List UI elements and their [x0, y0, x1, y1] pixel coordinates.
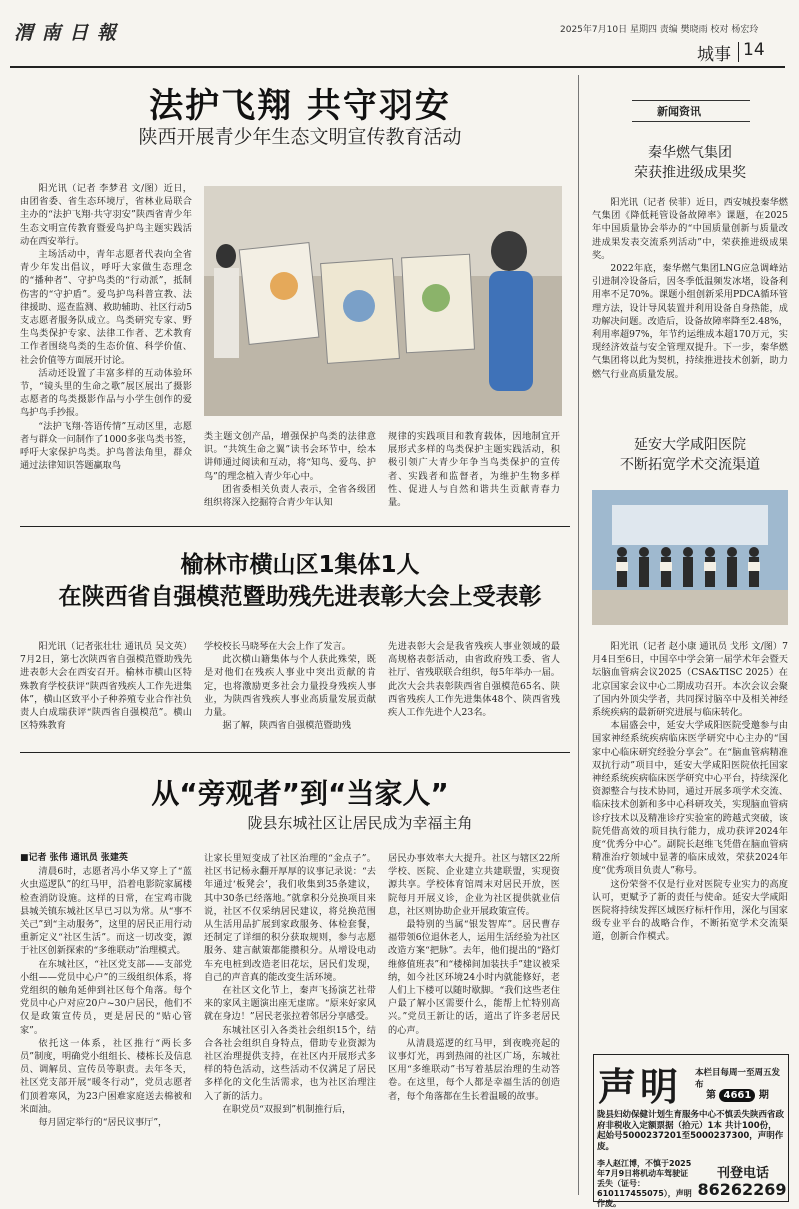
story2-col2: [204, 640, 376, 745]
story1-col3: [388, 430, 560, 520]
news2-para: 本届盛会中，延安大学咸阳医院受邀参与由国家神经系统疾病临床医学研究中心主办的“国家中心临床研究经验分享会”。在“脑血管病精准双抗行动”项目中，延安大学咸阳医院依托国家神经系统疾病临床医学研究中心平台，持续深化资源整合与技术协同，通过开展多项学术交流、临床技术创新和多中心科研攻关，实现脑血管病诊疗技术以及精准诊疗实验室的跨越式突破，该院凭借高效的项目执行能力，成功获评2024年度“优秀分中心”。副院长赵维飞凭借在脑血管病精准治疗领域中显著的临床成效，荣获2024年度“优秀项目负责人”称号。: [592, 720, 788, 877]
story2-para: 据了解，陕西省自强模范暨助残: [222, 720, 352, 732]
story2-para: 先进表彰大会是我省残疾人事业领域的最高规格表彰活动，由省政府残工委、省人社厅、省残联联合组织，每5年举办一届。此次大会共表彰陕西省自强模范65名、陕西省残疾人工作先进集体48个、陕西省残疾人工作先进个人23名。: [388, 641, 560, 719]
masthead-logo: 渭 南 日 報: [14, 22, 117, 44]
story2-headline-line2: 在陕西省自强模范暨助残先进表彰大会上受表彰: [58, 584, 542, 610]
story2-rule: [20, 752, 570, 753]
notice-issue: [706, 1086, 769, 1102]
story3-byline: ■记者 张伟 通讯员 张建英: [20, 853, 128, 863]
section-name: 城事: [697, 45, 731, 65]
news1-headline-line2: 荣获推进级成果奖: [634, 165, 746, 181]
story3-para: 每月固定举行的“居民议事厅”，: [38, 1117, 168, 1129]
story1-para: 规律的实践项目和教育载体，因地制宜开展形式多样的鸟类保护主题实践活动，积极引领广大青少年争当鸟类保护的宣传者、实践者和监督者，为维护生物多样性、促进人与自然和谐共生贡献青春力量。: [388, 431, 560, 509]
notice-phone: 86262269: [697, 1180, 787, 1199]
story2-para: 此次横山籍集体与个人获此殊荣，既是对他们在残疾人事业中突出贡献的肯定，也将激励更多社会力量投身残疾人事业，为陕西省残疾人事业高质量发展贡献力量。: [204, 654, 376, 719]
story2-para: 阳光讯（记者张壮壮 通讯员 吴文英）7月2日，第七次陕西省自强模范暨助残先进表彰大会在西安召开。榆林市横山区特殊教育学校获评“陕西省残疾人工作先进集体”，横山区致平小子种养殖专业合作社负责人白成瑞获评“陕西省自强模范”。横山区特殊教育: [20, 641, 192, 732]
story3-para: 依托这一体系，社区推行“两长多员”制度，明确党小组组长、楼栋长及信息员、调解员、宣传员等职责。去年冬天，社区党支部开展“暖冬行动”，党员志愿者们顶着寒风，为23户困难家庭送去棉被和米面油。: [20, 1037, 192, 1115]
story1-para: 团省委相关负责人表示，全省各级团组织将深入挖掘符合青少年认知: [204, 483, 376, 509]
story3-para: 从清晨巡逻的红马甲，到夜晚亮起的议事灯光，再到热闹的社区广场，东城社区用“多维联动”书写着基层治理的生动答卷。在这里，每个人都是幸福生活的创造者，每个角落都在生长着温暖的故事。: [388, 1037, 560, 1102]
news2-headline-line2: 不断拓宽学术交流渠道: [620, 457, 760, 473]
notice-issue-prefix: 第: [706, 1090, 716, 1101]
section-divider: [738, 42, 739, 62]
notice-issue-number: 4661: [719, 1089, 755, 1102]
story2-col1: [20, 640, 192, 745]
story2-para: 学校校长马晓琴在大会上作了发言。: [204, 641, 351, 652]
story1-photo: [204, 186, 562, 416]
story3-para: 让家长里短变成了社区治理的“金点子”。社区书记杨永翻开厚厚的议事记录说：“去年通过‘板凳会’，我们收集到35条建议，其中30条已经落地。”就拿积分兑换项目来说，社区不仅采纳居民建议，将兑换范围从生活用品扩展到家政服务、体检套餐，还制定了详细的积分获取规则，参与志愿服务、建言献策都能攒积分。从增设电动车充电桩到改造老旧花坛，居民们发现，自己的声音真的能改变生活环境。: [204, 853, 376, 983]
story3-para: 清晨6时，志愿者冯小华又穿上了“蓝火虫巡逻队”的红马甲，沿着电影院家属楼检查消防设施。这样的日常，在宝鸡市陇县城关镇东城社区早已习以为常。从“事不关己”到“主动服务”，这里的居民正用行动重新定义“社区生活”。而这一切改变，源于社区创新探索的“多维联动”治理模式。: [20, 866, 192, 957]
story1-subhead: 陕西开展青少年生态文明宣传教育活动: [138, 126, 462, 148]
column-divider: [578, 75, 579, 1195]
news2-body: [592, 640, 788, 1048]
news1-para: 2022年底，秦华燃气集团LNG应急调峰站引进制冷设备后，因冬季低温频发冰堵，设备利用率不足70%。课题小组创新采用PDCA循环管理方法，设计导风装置并利用设备自身热能，成功解决问题。改造后，设备故障率降至2.48%，利用率超97%，年节约运维成本超170万元，实现经济效益与安全管理双提升。下一步，秦华燃气集团将以此为契机，持续推进技术创新，助力燃气行业高质量发展。: [592, 263, 788, 380]
news2-photo: [592, 490, 788, 625]
page-number: 14: [743, 40, 765, 60]
notice-schedule: 本栏目每周一至周五发布: [695, 1068, 781, 1090]
story1-para: 主场活动中，青年志愿者代表向全省青少年发出倡议，呼吁大家做生态理念的“播种者”、守护鸟类的“行动派”，抵制伤害的“守护盾”。爱鸟护鸟科普宣教、法律援助、巡查监测、救助辅助、社区行动5支志愿者服务队成立。鸟类研究专家、野生鸟类保护专家、法律工作者、艺术教育工作者围绕鸟类的生态价值、科学价值、社会价值等方面展开讨论。: [20, 249, 192, 366]
news1-para: 阳光讯（记者 侯菲）近日，西安城投秦华燃气集团《降低耗管设备故障率》课题，在2025年中国质量协会举办的“中国质量创新与质量改进成果发表交流系列活动”中，荣获推进级成果奖。: [592, 197, 788, 261]
story1-para: “法护飞翔·答语传情”互动区里，志愿者与群众一问制作了1000多张鸟类书签，呼吁大家保护鸟类。护鸟普法角里，群众通过法律知识答题赢取鸟: [20, 420, 192, 472]
news2-headline-line1: 延安大学咸阳医院: [634, 437, 746, 453]
story3-col2: [204, 852, 376, 1202]
story1-col1: [20, 182, 192, 512]
story1-para: 活动还设置了丰富多样的互动体验环节，“镜头里的生命之歌”展区展出了摄影志愿者的鸟类摄影作品与小学生创作的爱鸟护鸟手抄报。: [20, 367, 192, 419]
news1-body: [592, 196, 788, 426]
story1-para: 类主题文创产品，增强保护鸟类的法律意识。“共筑生命之翼”读书会环节中，绘本讲师通过阅读和互动，将“知鸟、爱鸟、护鸟”的理念植入青少年心中。: [204, 431, 376, 482]
news1-headline-line1: 秦华燃气集团: [648, 145, 732, 161]
story3-para: 在社区文化节上，秦声飞扬演艺社带来的家风主题演出座无虚席。“原来好家风就在身边！”居民老张拉着邻居分享感受。: [204, 985, 376, 1023]
notice-title: 声明: [598, 1065, 683, 1109]
story3-subhead: 陇县东城社区让居民成为幸福主角: [247, 814, 473, 832]
story1-rule: [20, 526, 570, 527]
notice-issue-suffix: 期: [758, 1090, 769, 1101]
story3-col3: [388, 852, 560, 1202]
story2-col3: [388, 640, 560, 745]
masthead-rule: [10, 66, 785, 68]
notice-item-1: 陇县妇幼保健计划生育服务中心不慎丢失陕西省政府非税收入定额票据（拾元）1本 共计100份，起始号5000237201至5000237300，声明作废。: [597, 1110, 785, 1152]
story3-col1: [20, 852, 192, 1202]
story3-para: 居民办事效率大大提升。社区与辖区22所学校、医院、企业建立共建联盟，实现资源共享。学校体育馆周末对居民开放，医院每月开展义诊，企业为社区提供就业信息，社区则协助企业开展政策宣传。: [388, 853, 560, 917]
story3-para: 东城社区引入各类社会组织15个，结合各社会组织自身特点，借助专业资源为社区治理提供支持，在社区内开展形式多样的特色活动，这些活动不仅满足了居民多样化的文化生活需求，也为社区治理注入了新的活力。: [204, 1024, 376, 1102]
date-line: 2025年7月10日 星期四 责编 樊晓雨 校对 杨宏玲: [560, 25, 759, 35]
notice-phone-label: 刊登电话: [716, 1166, 769, 1181]
notice-item-2: 李人赵江博，不慎于2025年7月9日将机动车驾驶证丢失（证号：610117455075），声明作废。: [597, 1159, 692, 1208]
story3-para: 在东城社区，“社区党支部——支部党小组——党员中心户”的三级组织体系，将党组织的触角延伸到社区每个角落。每个党员中心户对应20户~30户居民，他们不仅是政策宣传员，更是居民的“贴心管家”。: [20, 958, 192, 1036]
story3-headline: 从“旁观者”到“当家人”: [151, 777, 449, 810]
story3-para: 最特别的当属“银发智库”。居民曹存福带领6位退休老人，运用生活经验为社区改造方案“把脉”。去年，他们提出的“路灯维修值班表”和“楼梯间加装扶手”建议被采纳，如今社区环境24小时内就能修好，老人们上下楼可以随时歇脚。“我们这些老住户最了解小区需要什么，能帮上忙特别高兴。”党员王新让的话，道出了许多老居民的心声。: [388, 919, 560, 1036]
news2-para: 阳光讯（记者 赵小康 通讯员 戈彤 文/图）7月4日至6日，中国卒中学会第一届学术年会暨天坛脑血管病会议2025（CSA&TISC 2025）在北京国家会议中心二期成功召开。本次会议会聚了国内外顶尖学者，共同探讨脑卒中及相关神经系统疾病的最新研究进展与临床转化。: [592, 641, 788, 719]
sidebar-label: 新闻资讯: [657, 105, 701, 118]
story3-para: 在职党员“双报到”机制推行后，: [222, 1103, 352, 1115]
story1-para: 阳光讯（记者 李梦君 文/图）近日，由团省委、省生态环境厅，省林业局联合主办的“法护飞翔·共守羽安”陕西省青少年生态文明宣传教育暨爱鸟护鸟主题实践活动在西安举行。: [20, 183, 192, 247]
news2-para: 这份荣誉不仅是行业对医院专业实力的高度认可，更赋予了新的责任与使命。延安大学咸阳医院将持续发挥区域医疗标杆作用，深化与国家级专业平台的战略合作，不断拓宽学术交流渠道，创新合作模式。: [592, 878, 788, 943]
story2-headline-line1: 榆林市横山区1集体1人: [180, 552, 420, 578]
story1-headline: 法护飞翔 共守羽安: [149, 86, 451, 126]
story1-col2: [204, 430, 376, 520]
